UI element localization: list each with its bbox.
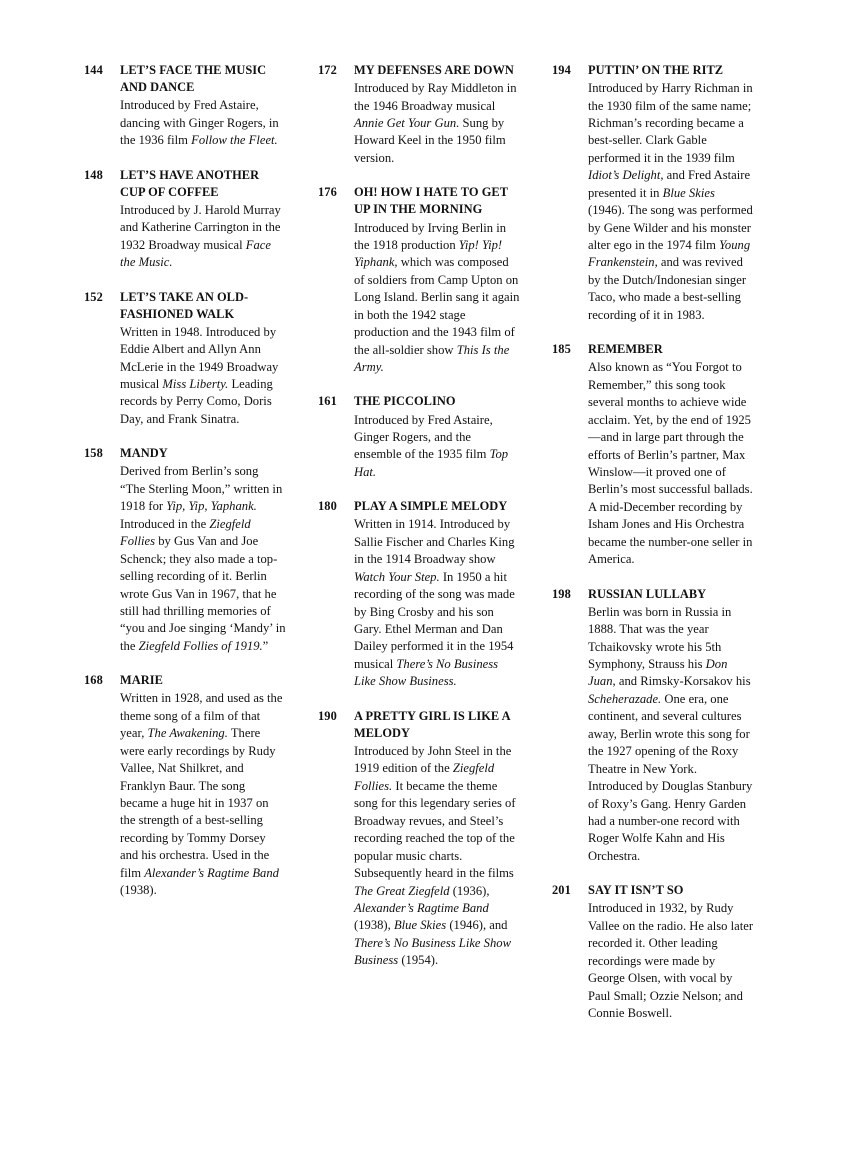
index-entry	[318, 184, 520, 376]
column-3	[552, 62, 754, 1039]
entry-description: Written in 1948. Introduced by Eddie Albert and Allyn Ann McLerie in the 1949 Broadway musical Miss Liberty. Leading records by Perry Como, Doris Day, and Frank Sinatra.	[120, 324, 279, 426]
entry-page-number: 161	[318, 394, 337, 409]
entry-title: PLAY A SIMPLE MELODY	[354, 499, 508, 514]
entry-description: Introduced by Fred Astaire, dancing with Ginger Rogers, in the 1936 film Follow the Fleet.	[120, 98, 279, 148]
entry-title: LET’S TAKE AN OLD-FASHIONED WALK	[120, 289, 249, 321]
index-entry	[84, 445, 286, 655]
entry-title: PUTTIN’ ON THE RITZ	[588, 63, 724, 77]
entry-body	[588, 62, 754, 324]
entry-page-number: 194	[552, 63, 571, 77]
entry-description: Introduced in 1932, by Rudy Vallee on the radio. He also later recorded it. Other leading recordings were made by George Olsen, with vocal by Paul Small; Ozzie Nelson; and Connie Boswell.	[588, 901, 754, 1020]
entry-description: Written in 1914. Introduced by Sallie Fischer and Charles King in the 1914 Broadway show Watch Your Step. In 1950 a hit recording of the song was made by Bing Crosby and his son Gary. Ethel Merman and Dan Dailey performed it in the 1954 musical There’s No Business Like Show Business.	[354, 517, 515, 689]
entry-body	[120, 445, 286, 655]
index-entry	[552, 882, 754, 1022]
entry-body	[588, 341, 754, 568]
entry-page-number: 190	[318, 708, 337, 723]
index-entry	[552, 586, 754, 866]
index-entry	[552, 341, 754, 568]
entry-title: RUSSIAN LULLABY	[588, 586, 707, 601]
entry-page-number: 172	[318, 63, 337, 77]
column-2	[318, 62, 520, 987]
entry-page-number: 144	[84, 63, 103, 77]
entry-body	[120, 289, 286, 429]
entry-description: Also known as “You Forgot to Remember,” this song took several months to achieve wide acclaim. Yet, by the end of 1925—and in large part through the efforts of Berlin’s partner, Max Winslow—it proved one of Berlin’s most successful ballads. A mid-December recording by Isham Jones and His Orchestra became the number-one seller in America.	[588, 360, 753, 567]
index-entry	[318, 393, 520, 481]
entry-body	[120, 672, 286, 899]
entry-page-number: 201	[552, 883, 571, 898]
entry-page-number: 158	[84, 446, 103, 461]
entry-description: Derived from Berlin’s song “The Sterling Moon,” written in 1918 for Yip, Yip, Yaphank. Introduced in the Ziegfeld Follies by Gus Van and Joe Schenck; they also made a top-selling recording of it. Berlin wrote Gus Van in 1967, that he still had thrilling memories of “you and Joe singing ‘Mandy’ in the Ziegfeld Follies of 1919.”	[120, 464, 286, 653]
entry-body	[120, 62, 286, 150]
entry-title: MANDY	[120, 446, 168, 461]
entry-title: LET’S FACE THE MUSIC AND DANCE	[120, 63, 267, 95]
entry-body	[588, 882, 754, 1022]
entry-title: A PRETTY GIRL IS LIKE A MELODY	[354, 708, 510, 740]
entry-page-number: 148	[84, 167, 103, 182]
entry-title: THE PICCOLINO	[354, 394, 456, 409]
entry-body	[354, 498, 520, 690]
entry-body	[354, 393, 520, 481]
entry-page-number: 152	[84, 289, 103, 304]
column-1	[84, 62, 286, 917]
index-entry	[318, 708, 520, 970]
entry-title: MY DEFENSES ARE DOWN	[354, 63, 514, 77]
index-entry	[84, 289, 286, 429]
entry-description: Introduced by Ray Middleton in the 1946 Broadway musical Annie Get Your Gun. Sung by Howard Keel in the 1950 film version.	[354, 81, 517, 165]
entry-body	[354, 62, 520, 167]
entry-page-number: 168	[84, 673, 103, 688]
entry-description: Written in 1928, and used as the theme song of a film of that year, The Awakening. There were early recordings by Rudy Vallee, Nat Shilkret, and Franklyn Baur. The song became a huge hit in 1937 on the strength of a best-selling recording by Tommy Dorsey and his orchestra. Used in the film Alexander’s Ragtime Band (1938).	[120, 691, 283, 898]
index-entry	[84, 167, 286, 272]
entry-body	[588, 586, 754, 866]
entry-page-number: 198	[552, 586, 571, 601]
entry-page-number: 185	[552, 342, 571, 357]
index-entry	[84, 62, 286, 150]
entry-description: Introduced by J. Harold Murray and Katherine Carrington in the 1932 Broadway musical Face the Music.	[120, 202, 281, 270]
entry-body	[354, 708, 520, 970]
entry-description: Introduced by Harry Richman in the 1930 film of the same name; Richman’s recording became a best-seller. Clark Gable performed it in the 1939 film Idiot’s Delight, and Fred Astaire presented it in Blue Skies (1946). The song was performed by Gene Wilder and his monster alter ego in the 1974 film Young Frankenstein, and was revived by the Dutch/Indonesian singer Taco, who made a best-selling recording of it in 1983.	[588, 81, 753, 322]
three-column-layout	[84, 62, 780, 1039]
index-entry	[84, 672, 286, 899]
index-entry	[552, 62, 754, 324]
entry-description: Berlin was born in Russia in 1888. That was the year Tchaikovsky wrote his 5th Symphony, Strauss his Don Juan, and Rimsky-Korsakov his Scheherazade. One era, one continent, and several cultures away, Berlin wrote this song for the 1927 opening of the Roxy Theatre in New York. Introduced by Douglas Stanbury of Roxy’s Gang. Henry Garden had a number-one record with Roger Wolfe Kahn and His Orchestra.	[588, 604, 753, 863]
index-entry	[318, 62, 520, 167]
entry-description: Introduced by Irving Berlin in the 1918 production Yip! Yip! Yiphank, which was composed of soldiers from Camp Upton on Long Island. Berlin sang it again in both the 1942 stage production and the 1943 film of the all-soldier show This Is the Army.	[354, 220, 520, 375]
entry-title: SAY IT ISN’T SO	[588, 883, 684, 898]
index-entry	[318, 498, 520, 690]
entry-title: OH! HOW I HATE TO GET UP IN THE MORNING	[354, 185, 508, 217]
entry-description: Introduced by John Steel in the 1919 edition of the Ziegfeld Follies. It became the theme song for this legendary series of Broadway revues, and Steel’s recording reached the top of the popular music charts. Subsequently heard in the films The Great Ziegfeld (1936), Alexander’s Ragtime Band (1938), Blue Skies (1946), and There’s No Business Like Show Business (1954).	[354, 744, 516, 968]
entry-page-number: 180	[318, 499, 337, 514]
entry-page-number: 176	[318, 185, 337, 200]
entry-body	[354, 184, 520, 376]
entry-body	[120, 167, 286, 272]
entry-title: REMEMBER	[588, 342, 663, 357]
entry-title: MARIE	[120, 673, 163, 688]
entry-description: Introduced by Fred Astaire, Ginger Rogers, and the ensemble of the 1935 film Top Hat.	[354, 412, 509, 479]
entry-title: LET’S HAVE ANOTHER CUP OF COFFEE	[120, 167, 260, 199]
